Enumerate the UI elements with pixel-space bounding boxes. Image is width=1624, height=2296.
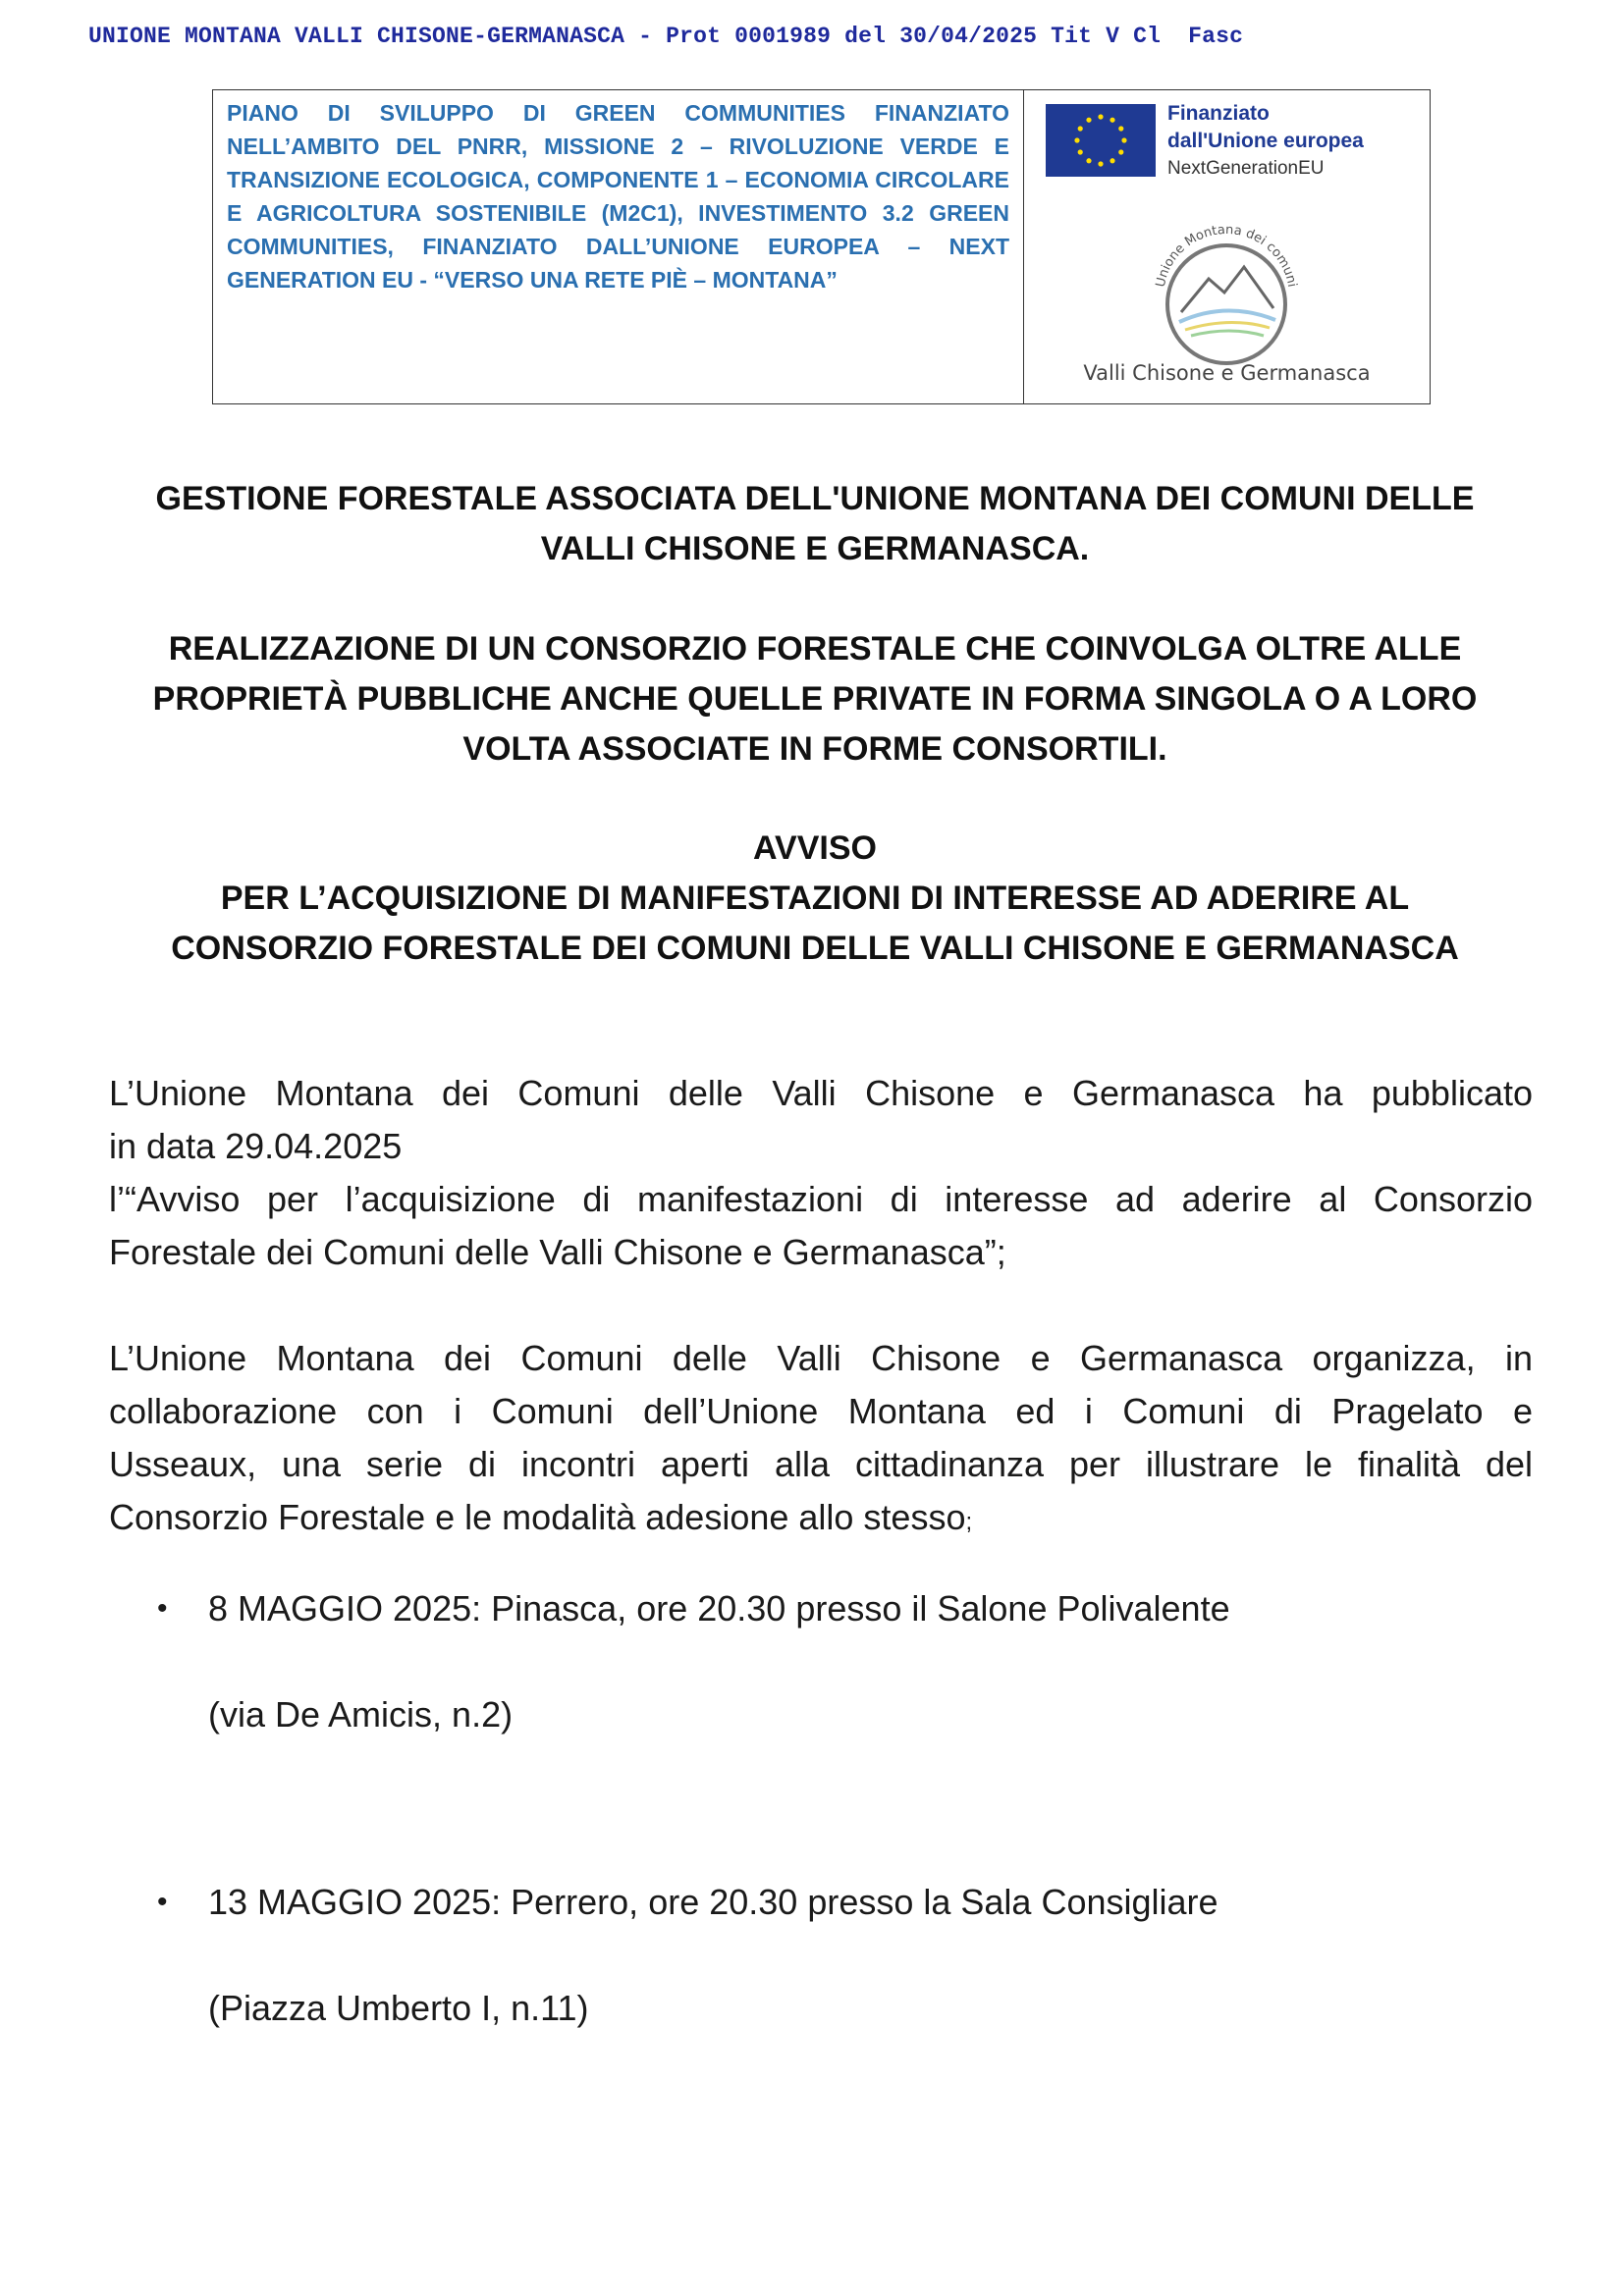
heading-line: AVVISO bbox=[753, 829, 877, 867]
paragraph-line: l’“Avviso per l’acquisizione di manifestazioni di interesse ad aderire al Consorzio bbox=[109, 1179, 1533, 1219]
heading-line: CONSORZIO FORESTALE DEI COMUNI DELLE VALLI CHISONE E GERMANASCA bbox=[171, 930, 1459, 967]
eu-label-line2: dall'Unione europea bbox=[1167, 130, 1364, 152]
heading-line: PROPRIETÀ PUBBLICHE ANCHE QUELLE PRIVATE IN FORMA SINGOLA O A LORO bbox=[152, 680, 1478, 718]
eu-funding-label bbox=[1167, 100, 1364, 183]
heading-gestione-forestale bbox=[118, 474, 1512, 574]
funding-header-box bbox=[212, 89, 1431, 404]
eu-flag-icon bbox=[1046, 104, 1156, 177]
meeting-text: 8 MAGGIO 2025: Pinasca, ore 20.30 presso il Salone Polivalente bbox=[208, 1588, 1230, 1629]
meeting-text: 13 MAGGIO 2025: Perrero, ore 20.30 presso la Sala Consigliare bbox=[208, 1882, 1218, 1922]
meeting-address: (via De Amicis, n.2) bbox=[208, 1694, 514, 1735]
eu-star-icon bbox=[1118, 149, 1123, 154]
eu-star-icon bbox=[1121, 137, 1126, 142]
pnrr-line: COMMUNITIES, FINANZIATO DALL’UNIONE EUROPEA – NEXT bbox=[227, 234, 1009, 259]
paragraph-end-mark: ; bbox=[965, 1509, 973, 1535]
bullet-icon: • bbox=[157, 1886, 168, 1918]
eu-star-icon bbox=[1098, 114, 1103, 119]
pnrr-line: PIANO DI SVILUPPO DI GREEN COMMUNITIES FINANZIATO bbox=[227, 100, 1009, 126]
paragraph-meetings-intro bbox=[109, 1332, 1533, 1549]
logo-arc-text: Unione Montana dei comuni bbox=[1153, 222, 1300, 289]
pnrr-line: E AGRICOLTURA SOSTENIBILE (M2C1), INVESTIMENTO 3.2 GREEN bbox=[227, 200, 1009, 226]
eu-star-icon bbox=[1118, 126, 1123, 131]
pnrr-line: GENERATION EU - “VERSO UNA RETE PIÈ – MONTANA” bbox=[227, 267, 838, 293]
bullet-icon: • bbox=[157, 1592, 168, 1625]
eu-star-icon bbox=[1078, 126, 1083, 131]
eu-label-line3: NextGenerationEU bbox=[1167, 158, 1325, 179]
paragraph-line: L’Unione Montana dei Comuni delle Valli Chisone e Germanasca ha pubblicato bbox=[109, 1073, 1533, 1113]
paragraph-line: Usseaux, una serie di incontri aperti alla cittadinanza per illustrare le finalità del bbox=[109, 1444, 1533, 1484]
paragraph-line-text: Consorzio Forestale e le modalità adesione allo stesso bbox=[109, 1497, 966, 1537]
logo-caption: Valli Chisone e Germanasca bbox=[1083, 361, 1371, 385]
meeting-address: (Piazza Umberto I, n.11) bbox=[208, 1988, 589, 2028]
eu-star-icon bbox=[1074, 137, 1079, 142]
pnrr-text bbox=[227, 96, 1009, 296]
heading-line: PER L’ACQUISIZIONE DI MANIFESTAZIONI DI INTERESSE AD ADERIRE AL bbox=[220, 880, 1410, 917]
heading-line: GESTIONE FORESTALE ASSOCIATA DELL'UNIONE MONTANA DEI COMUNI DELLE bbox=[155, 480, 1475, 517]
heading-line: VOLTA ASSOCIATE IN FORME CONSORTILI. bbox=[462, 730, 1167, 768]
eu-star-icon bbox=[1110, 118, 1114, 123]
eu-label-line1: Finanziato bbox=[1167, 102, 1270, 125]
eu-star-icon bbox=[1086, 158, 1091, 163]
paragraph-line: L’Unione Montana dei Comuni delle Valli Chisone e Germanasca organizza, in bbox=[109, 1338, 1533, 1378]
heading-line: REALIZZAZIONE DI UN CONSORZIO FORESTALE CHE COINVOLGA OLTRE ALLE bbox=[168, 630, 1462, 667]
pnrr-description bbox=[213, 90, 1024, 403]
unione-montana-logo-icon bbox=[1142, 206, 1311, 373]
eu-star-icon bbox=[1098, 161, 1103, 166]
heading-line: VALLI CHISONE E GERMANASCA. bbox=[540, 530, 1090, 567]
logos-area bbox=[1024, 90, 1430, 403]
pnrr-line: TRANSIZIONE ECOLOGICA, COMPONENTE 1 – ECONOMIA CIRCOLARE bbox=[227, 167, 1009, 192]
protocol-stamp: UNIONE MONTANA VALLI CHISONE-GERMANASCA - Prot 0001989 del 30/04/2025 Tit V Cl Fasc bbox=[88, 24, 1244, 49]
heading-avviso bbox=[118, 824, 1512, 974]
eu-star-icon bbox=[1086, 118, 1091, 123]
eu-star-icon bbox=[1110, 158, 1114, 163]
paragraph-line bbox=[109, 1491, 1533, 1549]
pnrr-line: NELL’AMBITO DEL PNRR, MISSIONE 2 – RIVOLUZIONE VERDE E bbox=[227, 133, 1009, 159]
paragraph-line: collaborazione con i Comuni dell’Unione Montana ed i Comuni di Pragelato e bbox=[109, 1391, 1533, 1431]
paragraph-publication bbox=[109, 1067, 1533, 1279]
heading-consorzio bbox=[118, 624, 1512, 774]
paragraph-line: in data 29.04.2025 bbox=[109, 1126, 403, 1166]
eu-star-icon bbox=[1078, 149, 1083, 154]
paragraph-line: Forestale dei Comuni delle Valli Chisone e Germanasca”; bbox=[109, 1232, 1006, 1272]
